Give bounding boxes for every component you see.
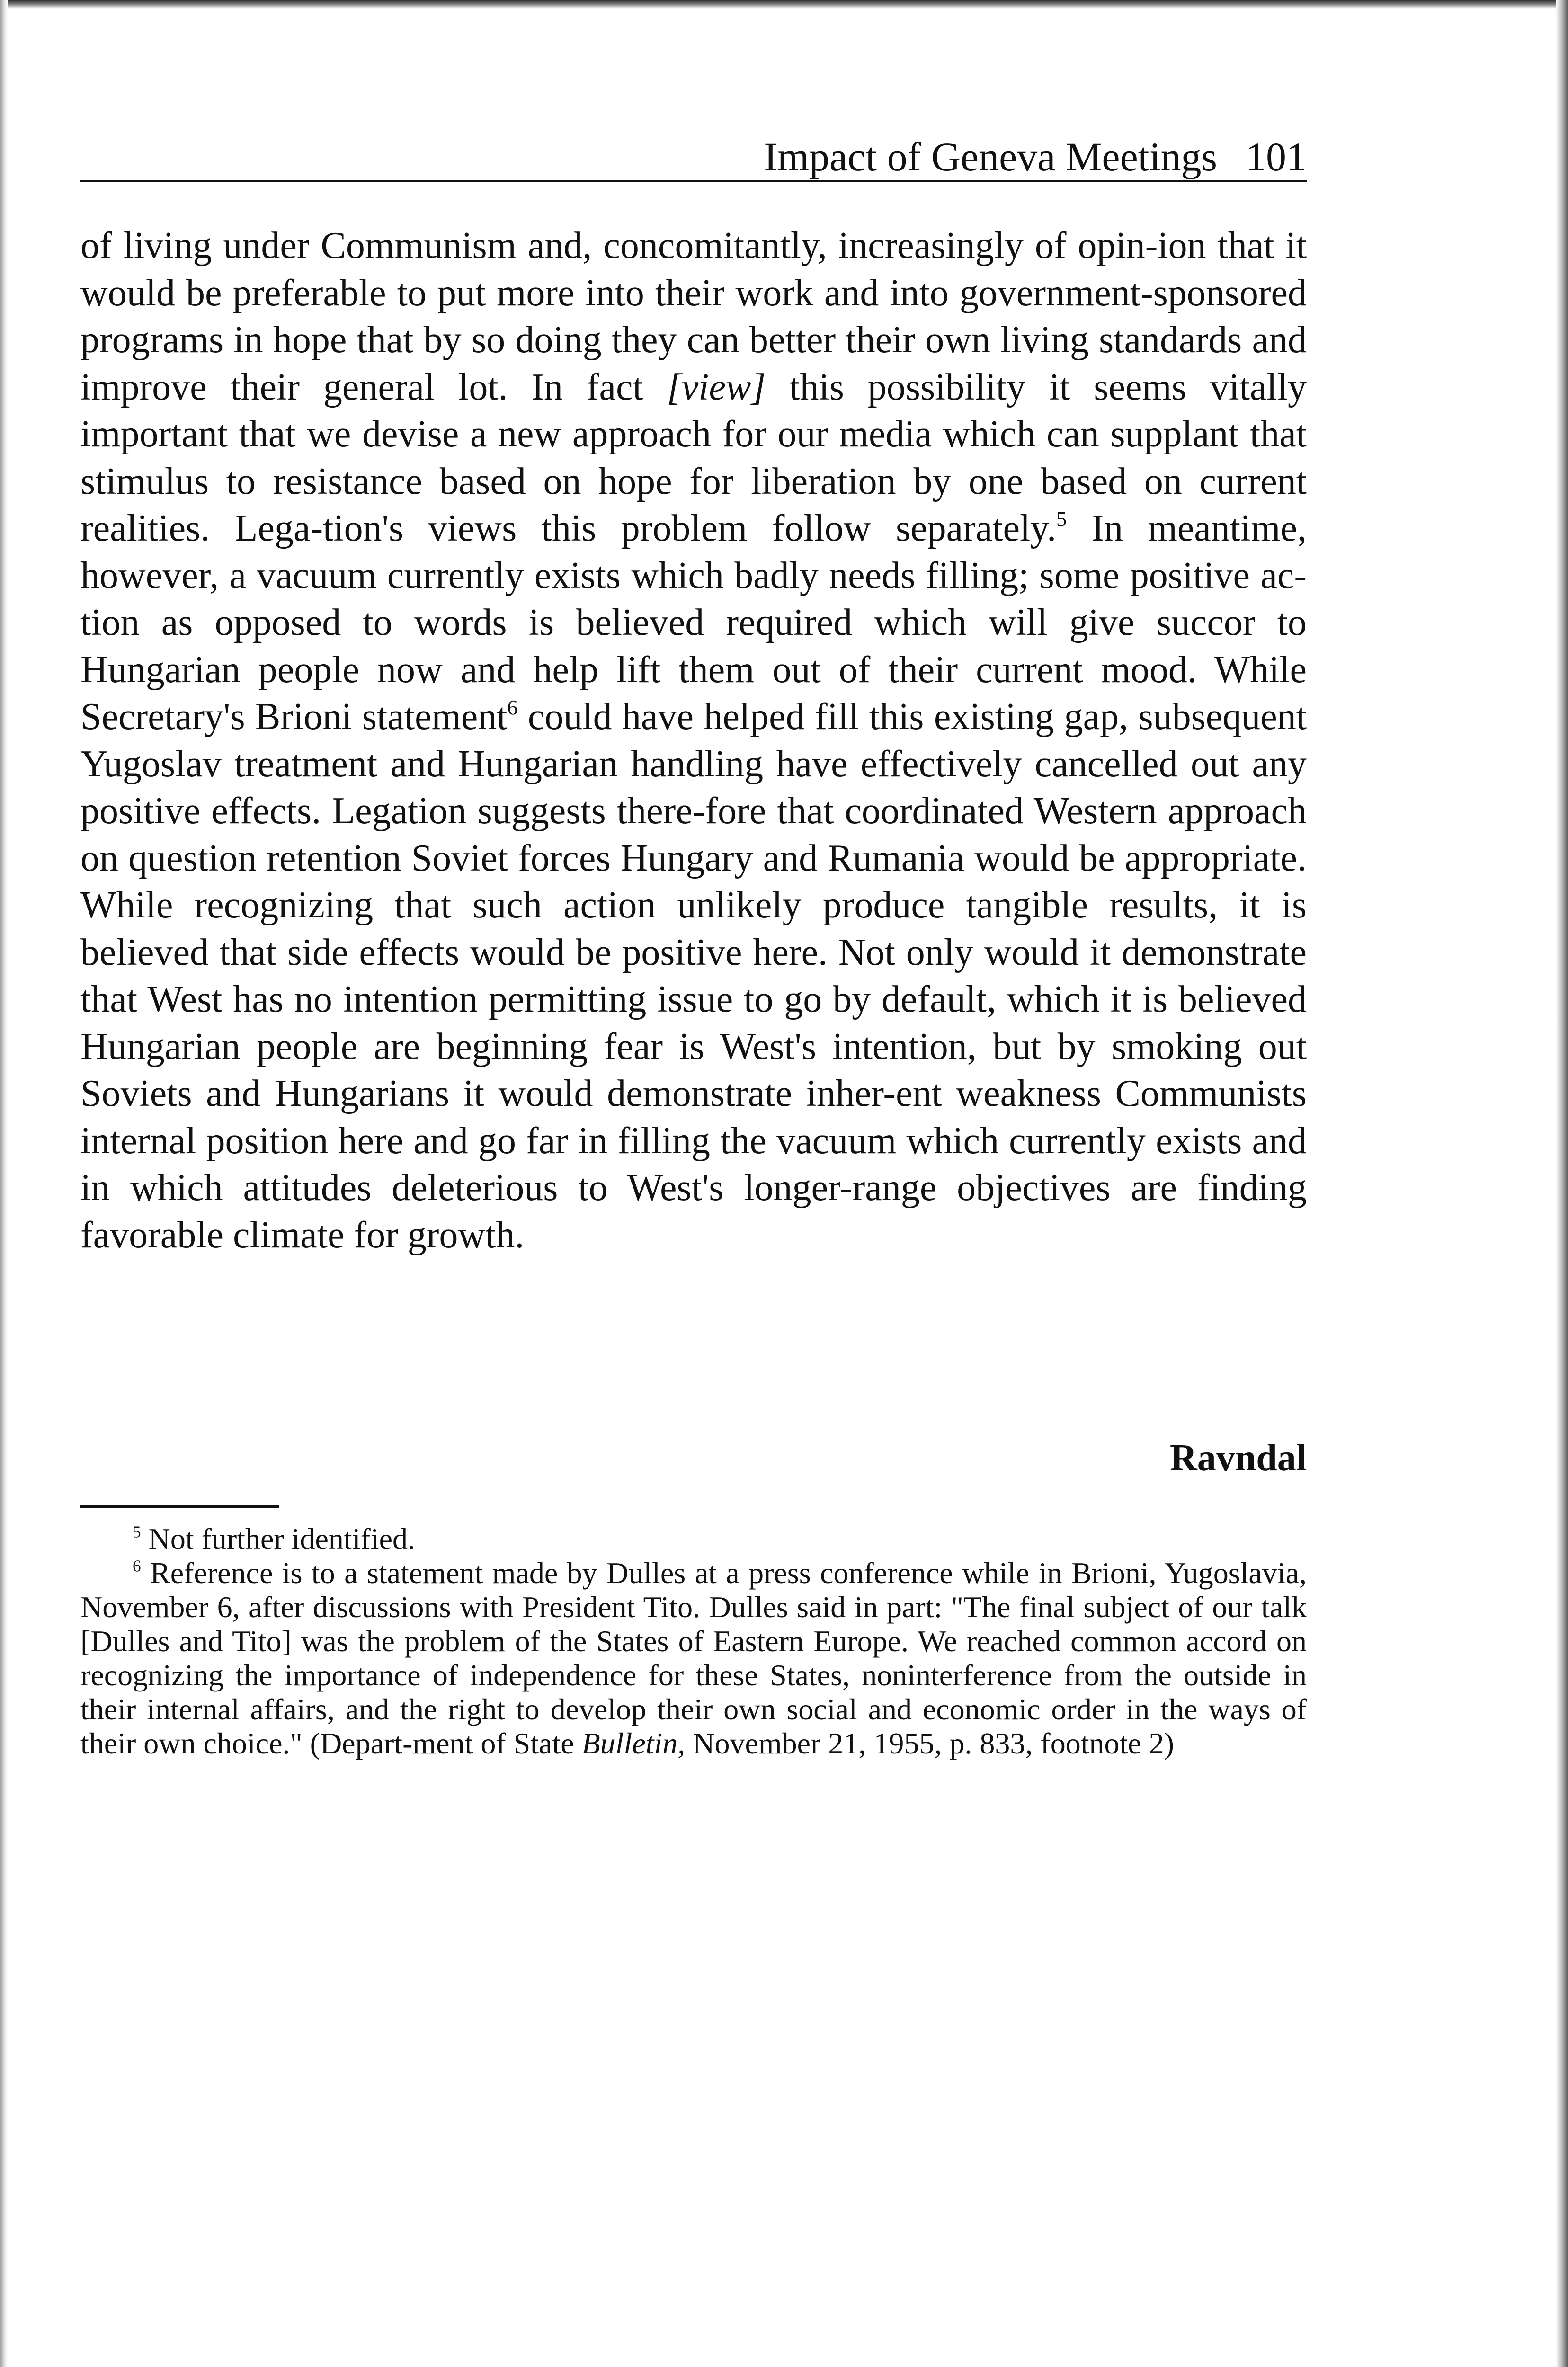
scan-edge-top — [0, 0, 1568, 9]
footnote-text: Not further identified. — [141, 1522, 415, 1556]
body-text-segment: of living under Communism and, concomitantly, increasingly of opin-ion that it would be preferable to put more into their work and into government-sponsored programs in hope that by so doing they can better their own living standards and improve their general lot. In fact — [80, 225, 1307, 408]
body-text — [80, 222, 1307, 1259]
scan-edge-right — [1556, 0, 1568, 2367]
footnote-text: November 21, 1955, p. 833, footnote 2) — [685, 1726, 1174, 1760]
footnote-text: Reference is to a statement made by Dulles at a press conference while in Brioni, Yugoslavia, November 6, after discussions with President Tito. Dulles said in part: "The final subject of our talk [Dulles and Tito] was the problem of the States of Eastern Europe. We reached common accord on recognizing the importance of independence for these States, noninterference from the outside in their internal affairs, and the right to develop their own social and economic order in the ways of their own choice." (Depart-ment of State — [80, 1556, 1307, 1760]
footnote-number: 5 — [133, 1522, 141, 1541]
footnote-divider — [80, 1505, 279, 1508]
body-text-segment: this possibility it seems vitally important that we devise a new approach for our media which can supplant that stimulus to resistance based on hope for liberation by one based on current realities. Lega-tion's views this problem follow separately. — [80, 366, 1307, 549]
footnote-5 — [80, 1522, 1307, 1556]
running-head-line — [764, 136, 1307, 177]
running-title: Impact of Geneva Meetings — [764, 134, 1217, 179]
footnote-ref-6: 6 — [507, 696, 518, 720]
signature: Ravndal — [1170, 1437, 1307, 1479]
footnote-number: 6 — [133, 1557, 141, 1575]
page-number: 101 — [1246, 134, 1307, 179]
body-text-segment: In meantime, however, a vacuum currently exists which badly needs filling; some positive ac-tion as opposed to words is believed required which will give succor to Hungarian people now and help lift them out of their current mood. While Secretary's Brioni statement — [80, 507, 1307, 738]
footnote-ref-5: 5 — [1056, 507, 1067, 531]
footnote-6 — [80, 1556, 1307, 1761]
body-text-segment: could have helped fill this existing gap, subsequent Yugoslav treatment and Hungarian handling have effectively cancelled out any positive effects. Legation suggests there-fore that coordinated Western approach on question retention Soviet forces Hungary and Rumania would be appropriate. While recognizing that such action unlikely produce tangible results, it is believed that side effects would be positive here. Not only would it demonstrate that West has no intention permitting issue to go by default, which it is believed Hungarian people are beginning fear is West's intention, but by smoking out Soviets and Hungarians it would demonstrate inher-ent weakness Communists internal position here and go far in filling the vacuum which currently exists and in which attitudes deleterious to West's longer-range objectives are finding favorable climate for growth. — [80, 696, 1307, 1256]
body-paragraph — [80, 222, 1307, 1259]
scan-edge-left — [0, 0, 8, 2367]
publication-title: Bulletin, — [581, 1726, 686, 1760]
running-header — [80, 128, 1307, 182]
editorial-insertion: [view] — [667, 366, 766, 408]
footnotes — [80, 1522, 1307, 1761]
